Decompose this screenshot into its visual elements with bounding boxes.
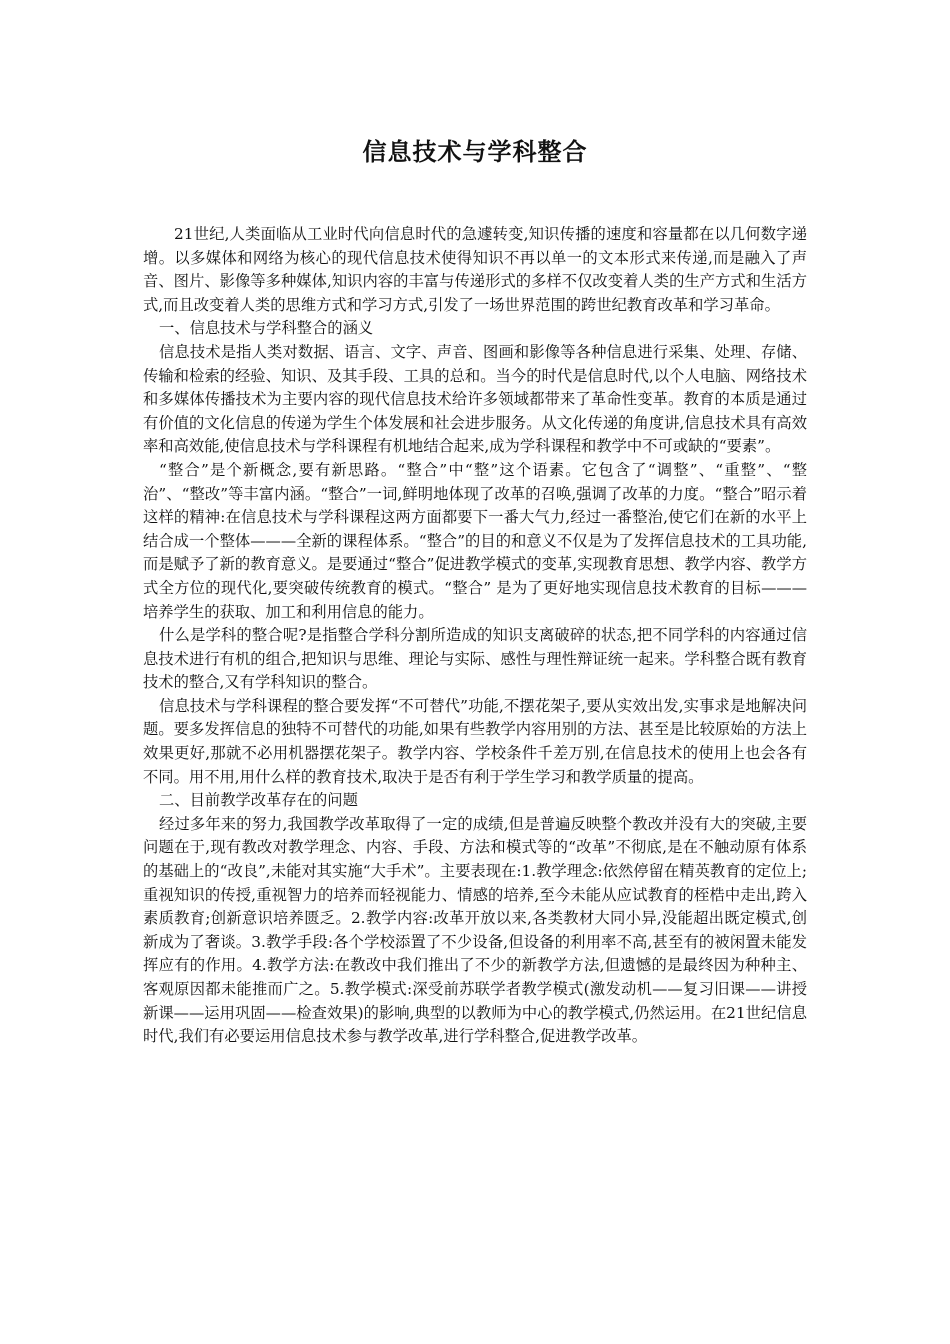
paragraph: 什么是学科的整合呢?是指整合学科分割所造成的知识支离破碎的状态,把不同学科的内容通过信息技术进行有机的组合,把知识与思维、理论与实际、感性与理性辩证统一起来。学科整合既有教育技术的整合,又有学科知识的整合。 [143,626,807,692]
section-heading-2: 二、目前教学改革存在的问题 [159,791,358,810]
paragraph: “整合”是个新概念,要有新思路。“整合”中“整”这个语素。它包含了“调整”、“重整”、“整治”、“整改”等丰富内涵。“整合”一词,鲜明地体现了改革的召唤,强调了改革的力度。“整合”昭示着这样的精神:在信息技术与学科课程这两方面都要下一番大气力,经过一番整治,使它们在新的水平上结合成一个整体———全新的课程体系。“整合”的目的和意义不仅是为了发挥信息技术的工具功能,而是赋予了新的教育意义。是要通过“整合”促进教学模式的变革,实现教育思想、教学内容、教学方式全方位的现代化,要突破传统教育的模式。“整合” 是为了更好地实现信息技术教育的目标———培养学生的获取、加工和利用信息的能力。 [143,460,807,621]
paragraph: 信息技术与学科课程的整合要发挥“不可替代”功能,不摆花架子,要从实效出发,实事求是地解决问题。要多发挥信息的独特不可替代的功能,如果有些教学内容用别的方法、甚至是比较原始的方法上效果更好,那就不必用机器摆花架子。教学内容、学校条件千差万别,在信息技术的使用上也会各有不同。用不用,用什么样的教育技术,取决于是否有利于学生学习和教学质量的提高。 [143,696,807,786]
paragraph-intro: 21世纪,人类面临从工业时代向信息时代的急遽转变,知识传播的速度和容量都在以几何数字递增。以多媒体和网络为核心的现代信息技术使得知识不再以单一的文本形式来传递,而是融入了声音、图片、影像等多种媒体,知识内容的丰富与传递形式的多样不仅改变着人类的生产方式和生活方式,而且改变着人类的思维方式和学习方式,引发了一场世界范围的跨世纪教育改革和学习革命。 [143,225,807,314]
document-title: 信息技术与学科整合 [362,138,588,166]
section-heading-1: 一、信息技术与学科整合的涵义 [159,319,374,338]
paragraph: 信息技术是指人类对数据、语言、文字、声音、图画和影像等各种信息进行采集、处理、存储、传输和检索的经验、知识、及其手段、工具的总和。当今的时代是信息时代,以个人电脑、网络技术和多媒体传播技术为主要内容的现代信息技术给许多领域都带来了革命性变革。教育的本质是通过有价值的文化信息的传递为学生个体发展和社会进步服务。从文化传递的角度讲,信息技术具有高效率和高效能,使信息技术与学科课程有机地结合起来,成为学科课程和教学中不可或缺的“要素”。 [143,342,807,456]
document-body [143,223,807,1049]
paragraph: 经过多年来的努力,我国教学改革取得了一定的成绩,但是普遍反映整个教改并没有大的突破,主要问题在于,现有教改对教学理念、内容、手段、方法和模式等的“改革”不彻底,是在不触动原有体系的基础上的“改良”,未能对其实施“大手术”。主要表现在:1.教学理念:依然停留在精英教育的定位上;重视知识的传授,重视智力的培养而轻视能力、情感的培养,至今未能从应试教育的桎梏中走出,跨入素质教育;创新意识培养匮乏。2.教学内容:改革开放以来,各类教材大同小异,没能超出既定模式,创新成为了奢谈。3.教学手段:各个学校添置了不少设备,但设备的利用率不高,甚至有的被闲置未能发挥应有的作用。4.教学方法:在教改中我们推出了不少的新教学方法,但遗憾的是最终因为种种主、客观原因都未能推而广之。5.教学模式:深受前苏联学者教学模式(激发动机——复习旧课——讲授新课——运用巩固——检查效果)的影响,典型的以教师为中心的教学模式,仍然运用。在21世纪信息时代,我们有必要运用信息技术参与教学改革,进行学科整合,促进教学改革。 [143,814,807,1046]
